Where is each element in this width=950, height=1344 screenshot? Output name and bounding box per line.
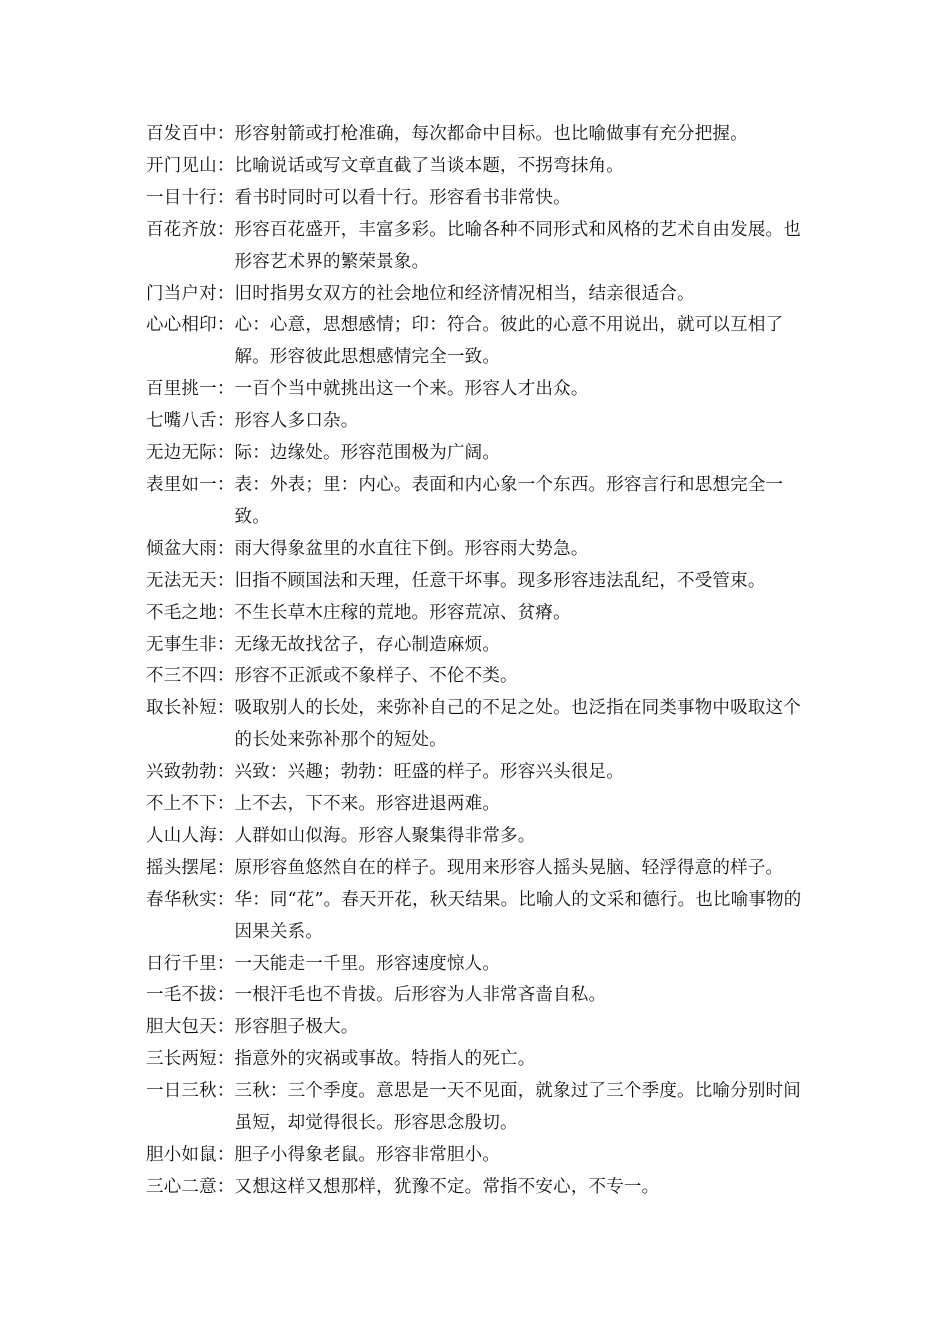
idiom-term: 摇头摆尾	[146, 857, 217, 878]
idiom-entry	[146, 566, 816, 598]
idiom-definition: 旧时指男女双方的社会地位和经济情况相当，结亲很适合。	[234, 283, 695, 304]
idiom-term: 不上不下	[146, 794, 217, 815]
idiom-term: 一毛不拔	[146, 985, 217, 1006]
term-colon: ：	[216, 762, 235, 783]
idiom-entry	[146, 534, 816, 566]
idiom-entry	[146, 470, 816, 534]
term-colon: ：	[216, 602, 235, 623]
term-colon: ：	[216, 411, 235, 432]
idiom-term: 七嘴八舌	[146, 411, 217, 432]
term-colon: ：	[216, 538, 235, 559]
term-colon: ：	[216, 124, 235, 144]
term-colon: ：	[216, 155, 235, 176]
idiom-entry	[146, 661, 816, 693]
idiom-term: 人山人海	[146, 825, 217, 846]
idiom-term: 三心二意	[146, 1176, 217, 1197]
idiom-term: 倾盆大雨	[146, 538, 217, 559]
idiom-entry	[146, 183, 816, 215]
idiom-term: 不毛之地	[146, 602, 217, 623]
idiom-definition: 旧指不顾国法和天理，任意干坏事。现多形容违法乱纪，不受管束。	[234, 570, 766, 591]
term-colon: ：	[216, 857, 235, 878]
idiom-entry	[146, 693, 816, 757]
idiom-entry	[146, 885, 816, 949]
idiom-term: 一日三秋	[146, 1081, 217, 1102]
idiom-definition: 兴致：兴趣；勃勃：旺盛的样子。形容兴头很足。	[234, 762, 624, 783]
idiom-definition: 一天能走一千里。形容速度惊人。	[234, 953, 501, 974]
idiom-definition: 吸取别人的长处，来弥补自己的不足之处。也泛指在同类事物中吸取这个的长处来弥补那个的短处。	[234, 698, 801, 751]
idiom-term: 心心相印	[146, 315, 217, 336]
idiom-list	[146, 119, 816, 1204]
idiom-definition: 指意外的灾祸或事故。特指人的死亡。	[234, 1049, 536, 1070]
idiom-entry	[146, 598, 816, 630]
term-colon: ：	[216, 825, 235, 846]
idiom-term: 百花齐放	[146, 219, 217, 240]
idiom-term: 三长两短	[146, 1049, 217, 1070]
idiom-definition: 原形容鱼悠然自在的样子。现用来形容人摇头晃脑、轻浮得意的样子。	[234, 857, 784, 878]
idiom-definition: 形容人多口杂。	[234, 411, 359, 432]
idiom-entry	[146, 151, 816, 183]
term-colon: ：	[216, 985, 235, 1006]
term-colon: ：	[216, 1081, 235, 1102]
idiom-entry	[146, 789, 816, 821]
term-colon: ：	[216, 474, 235, 495]
idiom-entry	[146, 1076, 816, 1140]
term-colon: ：	[216, 698, 235, 719]
idiom-term: 百发百中	[146, 124, 217, 144]
idiom-entry	[146, 279, 816, 311]
term-colon: ：	[216, 570, 235, 591]
idiom-term: 无边无际	[146, 443, 217, 464]
idiom-term: 开门见山	[146, 155, 217, 176]
idiom-definition: 一百个当中就挑出这一个来。形容人才出众。	[234, 379, 589, 400]
term-colon: ：	[216, 443, 235, 464]
idiom-definition: 表：外表；里：内心。表面和内心象一个东西。形容言行和思想完全一致。	[234, 474, 784, 527]
idiom-definition: 形容胆子极大。	[234, 1017, 359, 1038]
idiom-entry	[146, 949, 816, 981]
term-colon: ：	[216, 1017, 235, 1038]
idiom-term: 无事生非	[146, 634, 217, 655]
idiom-definition: 形容不正派或不象样子、不伦不类。	[234, 666, 518, 687]
term-colon: ：	[216, 666, 235, 687]
idiom-entry	[146, 406, 816, 438]
idiom-definition: 又想这样又想那样，犹豫不定。常指不安心，不专一。	[234, 1176, 660, 1197]
idiom-definition: 雨大得象盆里的水直往下倒。形容雨大势急。	[234, 538, 589, 559]
idiom-entry	[146, 310, 816, 374]
idiom-entry	[146, 374, 816, 406]
term-colon: ：	[216, 219, 235, 240]
idiom-entry	[146, 119, 816, 151]
idiom-entry	[146, 980, 816, 1012]
idiom-entry	[146, 853, 816, 885]
idiom-term: 百里挑一	[146, 379, 217, 400]
idiom-term: 不三不四	[146, 666, 217, 687]
idiom-definition: 形容百花盛开，丰富多彩。比喻各种不同形式和风格的艺术自由发展。也形容艺术界的繁荣景象。	[234, 219, 801, 272]
term-colon: ：	[216, 889, 235, 910]
idiom-entry	[146, 1044, 816, 1076]
term-colon: ：	[216, 1049, 235, 1070]
idiom-term: 门当户对	[146, 283, 217, 304]
term-colon: ：	[216, 1145, 235, 1165]
idiom-definition: 无缘无故找岔子，存心制造麻烦。	[234, 634, 501, 655]
idiom-definition: 上不去，下不来。形容进退两难。	[234, 794, 501, 815]
idiom-definition: 比喻说话或写文章直截了当谈本题，不拐弯抹角。	[234, 155, 624, 176]
idiom-definition: 胆子小得象老鼠。形容非常胆小。	[234, 1145, 501, 1165]
idiom-term: 胆大包天	[146, 1017, 217, 1038]
idiom-definition: 三秋：三个季度。意思是一天不见面，就象过了三个季度。比喻分别时间虽短，却觉得很长。形容思念殷切。	[234, 1081, 801, 1134]
idiom-term: 表里如一	[146, 474, 217, 495]
idiom-definition: 际：边缘处。形容范围极为广阔。	[234, 443, 501, 464]
idiom-term: 取长补短	[146, 698, 217, 719]
idiom-term: 兴致勃勃	[146, 762, 217, 783]
idiom-definition: 心：心意，思想感情；印：符合。彼此的心意不用说出，就可以互相了解。形容彼此思想感情完全一致。	[234, 315, 784, 368]
idiom-definition: 华：同“花”。春天开花，秋天结果。比喻人的文采和德行。也比喻事物的因果关系。	[234, 889, 802, 942]
idiom-entry	[146, 1172, 816, 1204]
idiom-entry	[146, 215, 816, 279]
term-colon: ：	[216, 794, 235, 815]
idiom-entry	[146, 438, 816, 470]
term-colon: ：	[216, 1176, 235, 1197]
idiom-definition: 形容射箭或打枪准确，每次都命中目标。也比喻做事有充分把握。	[234, 124, 748, 144]
idiom-definition: 看书时同时可以看十行。形容看书非常快。	[234, 187, 571, 208]
idiom-definition: 不生长草木庄稼的荒地。形容荒凉、贫瘠。	[234, 602, 571, 623]
idiom-term: 春华秋实	[146, 889, 217, 910]
idiom-entry	[146, 1012, 816, 1044]
idiom-definition: 人群如山似海。形容人聚集得非常多。	[234, 825, 536, 846]
idiom-term: 日行千里	[146, 953, 217, 974]
idiom-entry	[146, 630, 816, 662]
idiom-term: 一目十行	[146, 187, 217, 208]
term-colon: ：	[216, 634, 235, 655]
term-colon: ：	[216, 187, 235, 208]
term-colon: ：	[216, 379, 235, 400]
idiom-entry	[146, 757, 816, 789]
idiom-term: 胆小如鼠	[146, 1145, 217, 1165]
term-colon: ：	[216, 283, 235, 304]
idiom-definition: 一根汗毛也不肯拔。后形容为人非常吝啬自私。	[234, 985, 607, 1006]
idiom-entry	[146, 1140, 816, 1172]
term-colon: ：	[216, 315, 235, 336]
idiom-entry	[146, 821, 816, 853]
term-colon: ：	[216, 953, 235, 974]
idiom-term: 无法无天	[146, 570, 217, 591]
